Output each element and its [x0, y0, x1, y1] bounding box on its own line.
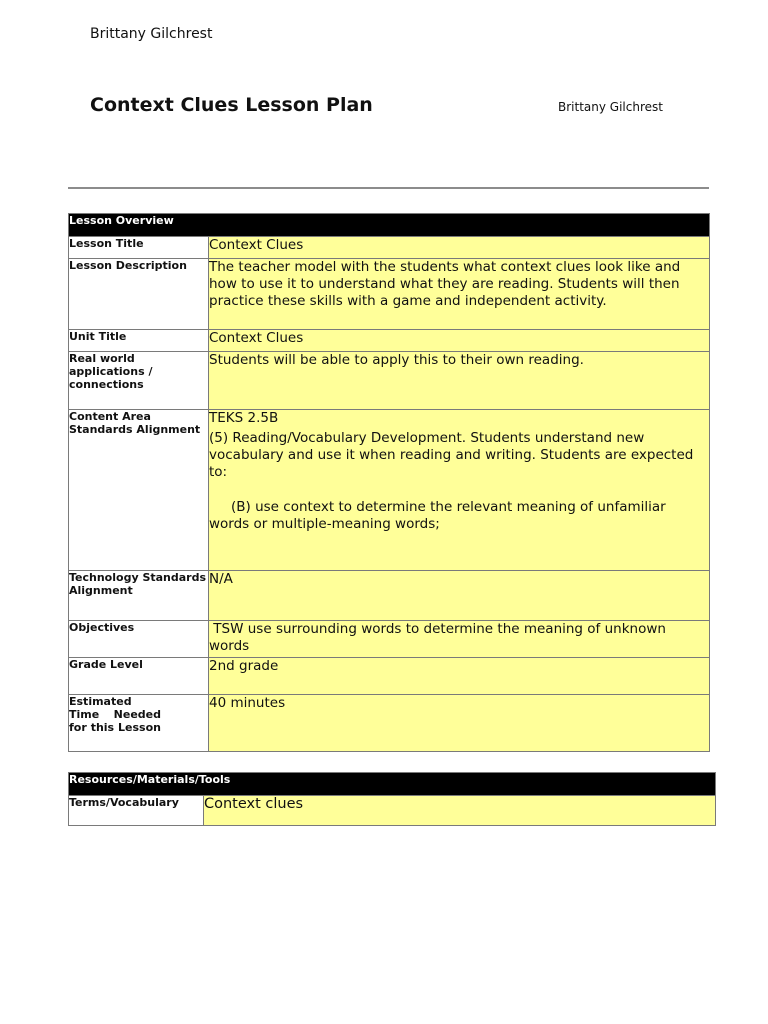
resources-table [68, 772, 716, 826]
lesson-title-value: Context Clues [209, 237, 710, 259]
table-row [69, 410, 710, 571]
standard-subitem: (B) use context to determine the relevant meaning of unfamiliar words or multiple-meaning words; [209, 499, 666, 532]
content-standards-label: Content Area Standards Alignment [69, 410, 209, 571]
technology-standards-label: Technology Standards Alignment [69, 571, 209, 621]
estimated-time-value: 40 minutes [209, 695, 710, 752]
author-name-top: Brittany Gilchrest [90, 26, 213, 42]
lesson-overview-heading: Lesson Overview [69, 214, 710, 237]
objectives-value: TSW use surrounding words to determine the meaning of unknown words [209, 621, 710, 658]
unit-title-value: Context Clues [209, 330, 710, 352]
estimated-time-label: Estimated Time Needed for this Lesson [69, 695, 209, 752]
real-world-label: Real world applications / connections [69, 352, 209, 410]
grade-level-value: 2nd grade [209, 658, 710, 695]
table-row [69, 352, 710, 410]
lesson-title-label: Lesson Title [69, 237, 209, 259]
teks-code: TEKS 2.5B [209, 410, 279, 426]
document-title: Context Clues Lesson Plan [90, 94, 373, 116]
technology-standards-value: N/A [209, 571, 710, 621]
table-row [69, 259, 710, 330]
table-row [69, 796, 716, 826]
horizontal-divider [68, 187, 709, 189]
standard-description: (5) Reading/Vocabulary Development. Students understand new vocabulary and use it when reading and writing. Students are expected to: [209, 430, 694, 480]
table-row [69, 658, 710, 695]
terms-vocabulary-label: Terms/Vocabulary [69, 796, 204, 826]
unit-title-label: Unit Title [69, 330, 209, 352]
lesson-overview-table [68, 213, 710, 752]
objectives-label: Objectives [69, 621, 209, 658]
grade-level-label: Grade Level [69, 658, 209, 695]
content-standards-value [209, 410, 710, 571]
table-row [69, 237, 710, 259]
author-name-right: Brittany Gilchrest [558, 100, 663, 114]
resources-heading: Resources/Materials/Tools [69, 773, 716, 796]
table-row [69, 621, 710, 658]
table-row [69, 571, 710, 621]
lesson-description-value: The teacher model with the students what context clues look like and how to use it to understand what they are reading. Students will then practice these skills with a game and independent activity. [209, 259, 710, 330]
real-world-value: Students will be able to apply this to their own reading. [209, 352, 710, 410]
lesson-description-label: Lesson Description [69, 259, 209, 330]
table-row [69, 330, 710, 352]
table-header-row [69, 773, 716, 796]
table-row [69, 695, 710, 752]
terms-vocabulary-value: Context clues [204, 796, 716, 826]
table-header-row [69, 214, 710, 237]
